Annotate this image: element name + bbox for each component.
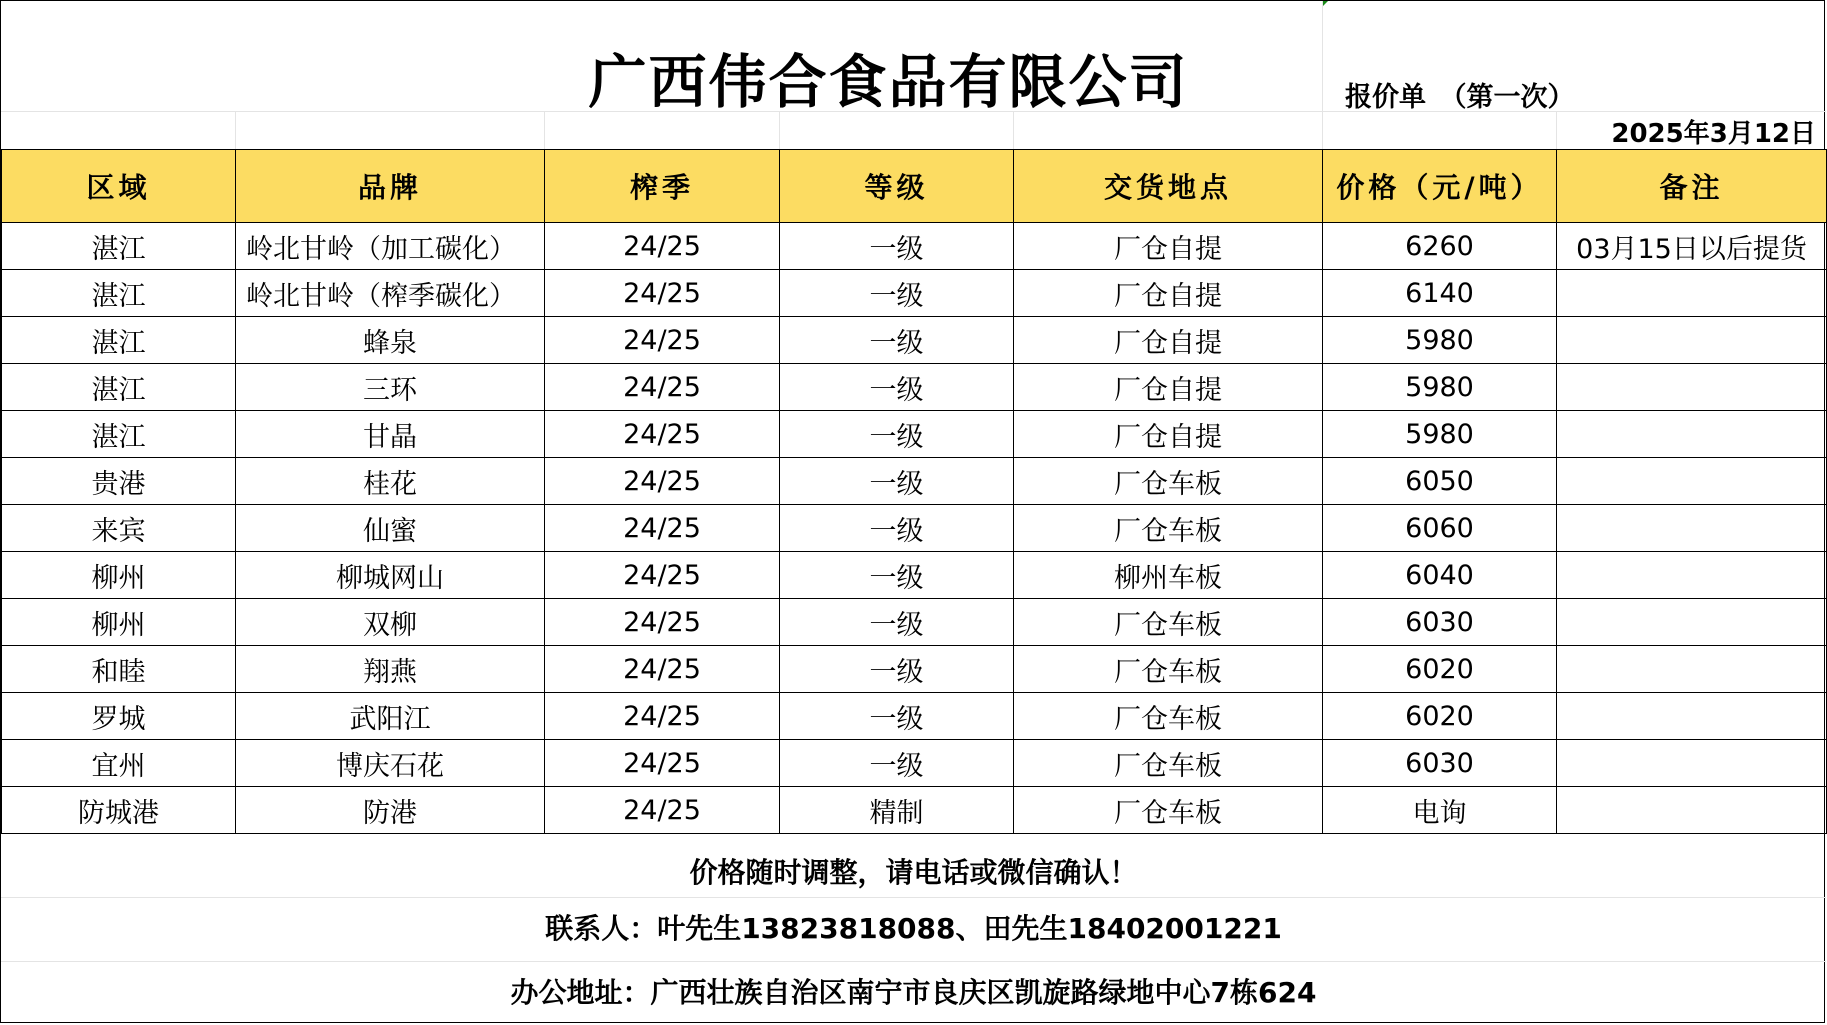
cell-delivery: 厂仓车板 [1014,599,1323,646]
cell-brand: 翔燕 [236,646,545,693]
cell-region: 防城港 [2,787,236,834]
header-price: 价格（元/吨） [1323,150,1557,223]
cell-region: 柳州 [2,599,236,646]
cell-delivery: 厂仓车板 [1014,787,1323,834]
cell-brand: 柳城网山 [236,552,545,599]
cell-note [1557,646,1827,693]
cell-brand: 甘晶 [236,411,545,458]
cell-season: 24/25 [545,270,780,317]
cell-delivery: 厂仓自提 [1014,223,1323,270]
table-row [2,693,1827,740]
cell-season: 24/25 [545,552,780,599]
cell-grade: 一级 [780,646,1014,693]
header-season: 榨季 [545,150,780,223]
cell-grade: 一级 [780,317,1014,364]
cell-brand: 桂花 [236,458,545,505]
cell-season: 24/25 [545,505,780,552]
cell-region: 和睦 [2,646,236,693]
cell-grade: 一级 [780,270,1014,317]
cell-note [1557,270,1827,317]
cell-delivery: 厂仓自提 [1014,317,1323,364]
cell-delivery: 柳州车板 [1014,552,1323,599]
cell-note [1557,458,1827,505]
cell-season: 24/25 [545,223,780,270]
cell-note [1557,740,1827,787]
cell-brand: 防港 [236,787,545,834]
quotation-subtitle: 报价单 （第一次） [1345,82,1575,113]
cell-region: 来宾 [2,505,236,552]
table-row [2,223,1827,270]
cell-note: 03月15日以后提货 [1557,223,1827,270]
cell-season: 24/25 [545,411,780,458]
cell-price: 6050 [1323,458,1557,505]
cell-note [1557,317,1827,364]
cell-season: 24/25 [545,693,780,740]
cell-brand: 三环 [236,364,545,411]
cell-price: 6030 [1323,599,1557,646]
cell-brand: 武阳江 [236,693,545,740]
cell-season: 24/25 [545,740,780,787]
cell-note [1557,787,1827,834]
cell-grade: 一级 [780,223,1014,270]
quotation-date: 2025年3月12日 [1611,119,1816,149]
header-note: 备注 [1557,150,1827,223]
cell-price: 5980 [1323,411,1557,458]
cell-delivery: 厂仓车板 [1014,458,1323,505]
cell-price: 电询 [1323,787,1557,834]
company-title: 广西伟合食品有限公司 [588,48,1189,116]
cell-note [1557,693,1827,740]
cell-delivery: 厂仓自提 [1014,364,1323,411]
cell-price: 6260 [1323,223,1557,270]
cell-note [1557,505,1827,552]
cell-delivery: 厂仓车板 [1014,740,1323,787]
cell-grade: 一级 [780,599,1014,646]
cell-note [1557,552,1827,599]
cell-delivery: 厂仓车板 [1014,693,1323,740]
cell-grade: 一级 [780,505,1014,552]
cell-season: 24/25 [545,317,780,364]
office-address: 办公地址：广西壮族自治区南宁市良庆区凯旋路绿地中心7栋624 [510,976,1317,1009]
header-delivery: 交货地点 [1014,150,1323,223]
cell-brand: 岭北甘岭（加工碳化） [236,223,545,270]
cell-grade: 一级 [780,411,1014,458]
cell-region: 湛江 [2,270,236,317]
cell-region: 罗城 [2,693,236,740]
cell-brand: 博庆石花 [236,740,545,787]
cell-grade: 一级 [780,458,1014,505]
cell-brand: 双柳 [236,599,545,646]
header-grade: 等级 [780,150,1014,223]
cell-price: 5980 [1323,364,1557,411]
cell-delivery: 厂仓自提 [1014,270,1323,317]
cell-region: 湛江 [2,223,236,270]
header-region: 区域 [2,150,236,223]
table-header-row [2,150,1827,223]
cell-season: 24/25 [545,787,780,834]
table-row [2,270,1827,317]
cell-delivery: 厂仓车板 [1014,505,1323,552]
contact-info: 联系人：叶先生13823818088、田先生18402001221 [1,897,1826,962]
cell-grade: 一级 [780,364,1014,411]
table-row [2,458,1827,505]
cell-region: 湛江 [2,317,236,364]
table-row [2,505,1827,552]
cell-grade: 精制 [780,787,1014,834]
table-row [2,411,1827,458]
cell-region: 宜州 [2,740,236,787]
cell-region: 贵港 [2,458,236,505]
cell-price: 6140 [1323,270,1557,317]
price-notice: 价格随时调整，请电话或微信确认！ [1,848,1826,898]
table-row [2,552,1827,599]
cell-brand: 仙蜜 [236,505,545,552]
table-row [2,787,1827,834]
cell-grade: 一级 [780,740,1014,787]
table-row [2,646,1827,693]
cell-season: 24/25 [545,646,780,693]
cell-price: 5980 [1323,317,1557,364]
cell-season: 24/25 [545,458,780,505]
cell-delivery: 厂仓自提 [1014,411,1323,458]
cell-brand: 蜂泉 [236,317,545,364]
cell-price: 6030 [1323,740,1557,787]
cell-grade: 一级 [780,552,1014,599]
header-brand: 品牌 [236,150,545,223]
table-row [2,364,1827,411]
cell-season: 24/25 [545,599,780,646]
cell-region: 柳州 [2,552,236,599]
cell-region: 湛江 [2,364,236,411]
cell-region: 湛江 [2,411,236,458]
cell-note [1557,364,1827,411]
cell-season: 24/25 [545,364,780,411]
cell-grade: 一级 [780,693,1014,740]
price-table [1,149,1827,834]
table-row [2,740,1827,787]
cell-price: 6060 [1323,505,1557,552]
cell-delivery: 厂仓车板 [1014,646,1323,693]
cell-note [1557,599,1827,646]
cell-brand: 岭北甘岭（榨季碳化） [236,270,545,317]
cell-price: 6020 [1323,693,1557,740]
cell-price: 6040 [1323,552,1557,599]
table-row [2,599,1827,646]
cell-price: 6020 [1323,646,1557,693]
cell-note [1557,411,1827,458]
table-row [2,317,1827,364]
